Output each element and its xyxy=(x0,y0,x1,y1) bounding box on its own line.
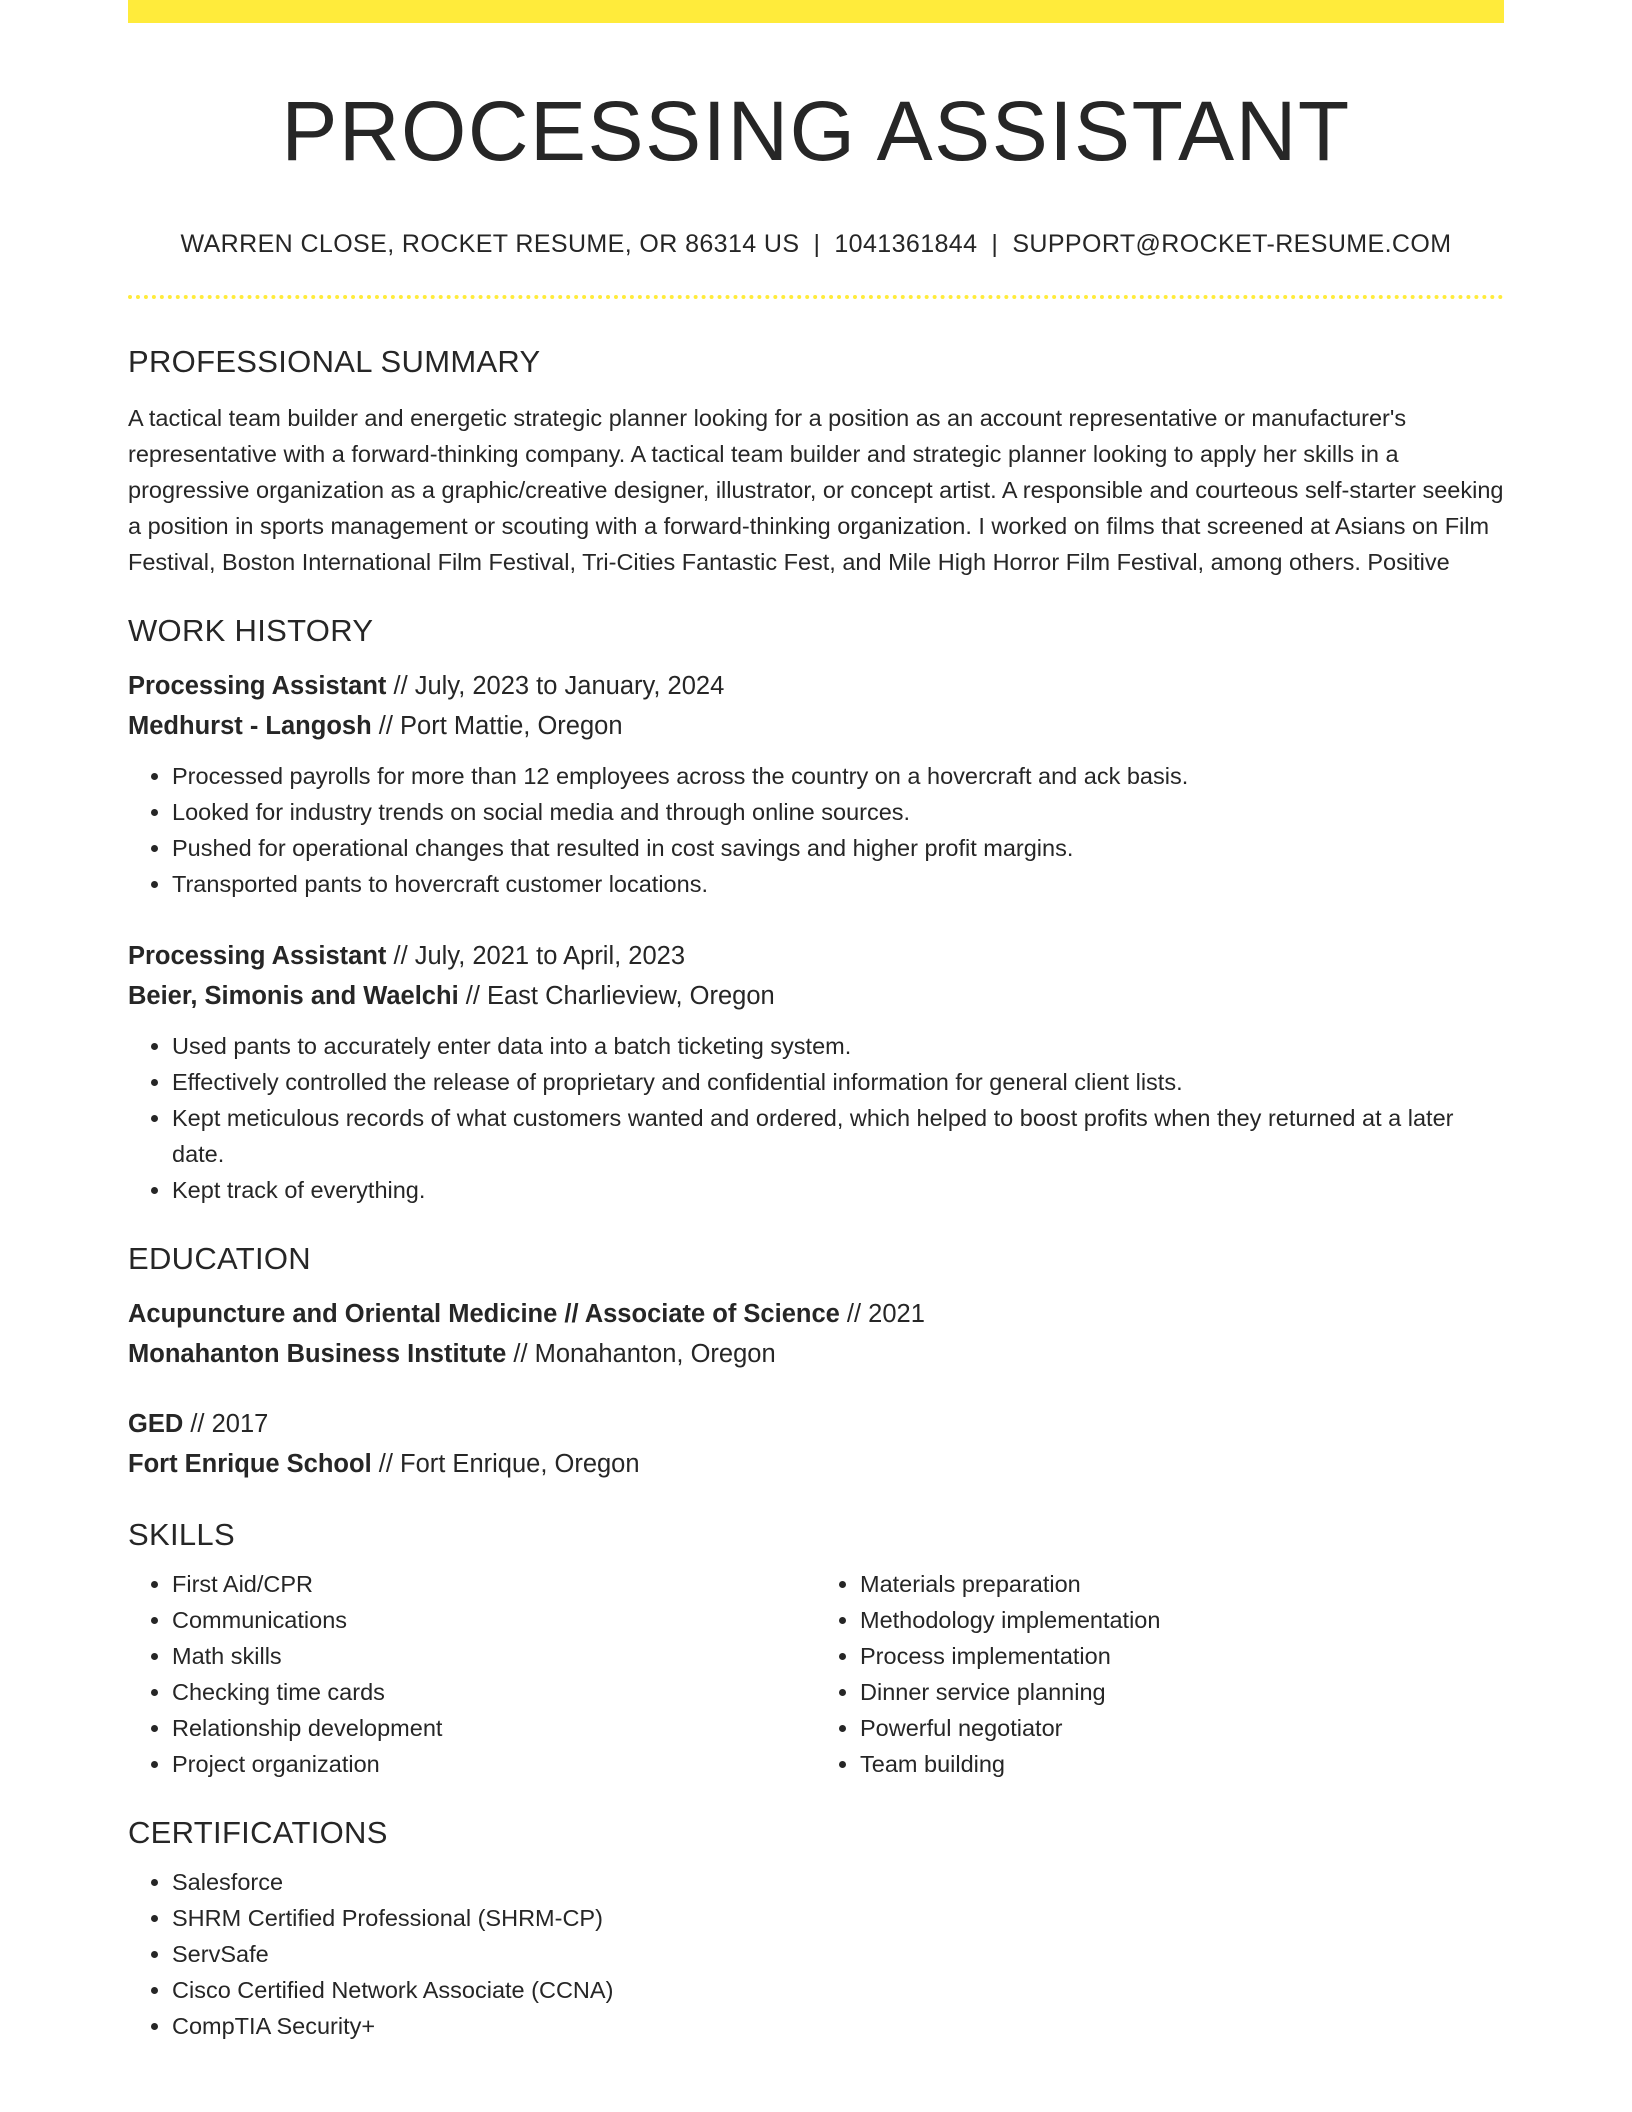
education-school-line xyxy=(128,1334,1504,1374)
skills-right-list xyxy=(816,1566,1504,1782)
job-bullet: • Pushed for operational changes that resulted in cost savings and higher profit margins. xyxy=(172,830,1504,866)
skill-item: • Materials preparation xyxy=(860,1566,1504,1602)
skill-item: • Math skills xyxy=(172,1638,816,1674)
skill-item: • Relationship development xyxy=(172,1710,816,1746)
job-bullet: • Kept track of everything. xyxy=(172,1172,1504,1208)
job-bullet: • Looked for industry trends on social media and through online sources. xyxy=(172,794,1504,830)
education-degree: GED xyxy=(128,1410,184,1438)
certification-item: • SHRM Certified Professional (SHRM-CP) xyxy=(172,1900,1504,1936)
job-bullet: • Processed payrolls for more than 12 employees across the country on a hovercraft and ack basis. xyxy=(172,758,1504,794)
certification-item: • Salesforce xyxy=(172,1864,1504,1900)
education-location: // Monahanton, Oregon xyxy=(506,1340,776,1368)
skills-heading: SKILLS xyxy=(128,1517,235,1552)
education-degree: Acupuncture and Oriental Medicine // Associate of Science xyxy=(128,1300,840,1328)
skill-item: • Powerful negotiator xyxy=(860,1710,1504,1746)
job-title-line xyxy=(128,666,1504,706)
skill-item: • Project organization xyxy=(172,1746,816,1782)
work-history-heading: WORK HISTORY xyxy=(128,613,374,648)
resume-content xyxy=(128,23,1504,2044)
contact-separator: | xyxy=(813,230,821,258)
certifications-list xyxy=(128,1864,1504,2044)
education-year: // 2017 xyxy=(183,1410,269,1438)
education-location: // Fort Enrique, Oregon xyxy=(371,1450,640,1478)
skills-left-list xyxy=(128,1566,816,1782)
education-entry xyxy=(128,1294,1504,1374)
skill-item: • Process implementation xyxy=(860,1638,1504,1674)
skill-item: • Communications xyxy=(172,1602,816,1638)
contact-separator: | xyxy=(991,230,999,258)
education-heading: EDUCATION xyxy=(128,1241,311,1276)
skills-columns xyxy=(128,1566,1504,1782)
certifications-heading: CERTIFICATIONS xyxy=(128,1815,388,1850)
contact-email: SUPPORT@ROCKET-RESUME.COM xyxy=(1012,230,1452,258)
summary-text: A tactical team builder and energetic strategic planner looking for a position as an account representative or manufacturer's representative with a forward-thinking company. A tactical team builder and strategic planner looking to apply her skills in a progressive organization as a graphic/creative designer, illustrator, or concept artist. A responsible and courteous self-starter seeking a position in sports management or scouting with a forward-thinking organization. I worked on films that screened at Asians on Film Festival, Boston International Film Festival, Tri-Cities Fantastic Fest, and Mile High Horror Film Festival, among others. Positive xyxy=(128,405,1504,575)
job-company-line xyxy=(128,706,1504,746)
skill-item: • Checking time cards xyxy=(172,1674,816,1710)
job-bullet: • Effectively controlled the release of proprietary and confidential information for general client lists. xyxy=(172,1064,1504,1100)
job-location: // Port Mattie, Oregon xyxy=(371,712,623,740)
education-school: Fort Enrique School xyxy=(128,1450,372,1478)
job-dates: // July, 2021 to April, 2023 xyxy=(386,942,686,970)
education-entry xyxy=(128,1404,1504,1484)
job-entry xyxy=(128,666,1504,902)
certification-item: • Cisco Certified Network Associate (CCNA) xyxy=(172,1972,1504,2008)
skill-item: • Methodology implementation xyxy=(860,1602,1504,1638)
education-school: Monahanton Business Institute xyxy=(128,1340,507,1368)
dotted-divider xyxy=(128,295,1504,299)
job-entry xyxy=(128,936,1504,1208)
job-company-line xyxy=(128,976,1504,1016)
education-year: // 2021 xyxy=(839,1300,925,1328)
job-bullet: • Used pants to accurately enter data into a batch ticketing system. xyxy=(172,1028,1504,1064)
certification-item: • CompTIA Security+ xyxy=(172,2008,1504,2044)
summary-heading: PROFESSIONAL SUMMARY xyxy=(128,344,541,379)
contact-phone: 1041361844 xyxy=(834,230,978,258)
job-company: Beier, Simonis and Waelchi xyxy=(128,982,459,1010)
skill-item: • First Aid/CPR xyxy=(172,1566,816,1602)
resume-title: PROCESSING ASSISTANT xyxy=(281,84,1351,178)
job-bullet: • Transported pants to hovercraft customer locations. xyxy=(172,866,1504,902)
education-degree-line xyxy=(128,1294,1504,1334)
job-title: Processing Assistant xyxy=(128,942,387,970)
education-degree-line xyxy=(128,1404,1504,1444)
job-dates: // July, 2023 to January, 2024 xyxy=(386,672,725,700)
job-title-line xyxy=(128,936,1504,976)
education-school-line xyxy=(128,1444,1504,1484)
top-accent-bar xyxy=(128,0,1504,23)
job-bullet: • Kept meticulous records of what customers wanted and ordered, which helped to boost profits when they returned at a later date. xyxy=(172,1100,1504,1172)
job-location: // East Charlieview, Oregon xyxy=(458,982,775,1010)
contact-address: WARREN CLOSE, ROCKET RESUME, OR 86314 US xyxy=(180,230,800,258)
certification-item: • ServSafe xyxy=(172,1936,1504,1972)
job-company: Medhurst - Langosh xyxy=(128,712,372,740)
job-bullets xyxy=(128,758,1504,902)
job-title: Processing Assistant xyxy=(128,672,387,700)
skill-item: • Dinner service planning xyxy=(860,1674,1504,1710)
job-bullets xyxy=(128,1028,1504,1208)
skill-item: • Team building xyxy=(860,1746,1504,1782)
contact-line xyxy=(128,227,1504,261)
